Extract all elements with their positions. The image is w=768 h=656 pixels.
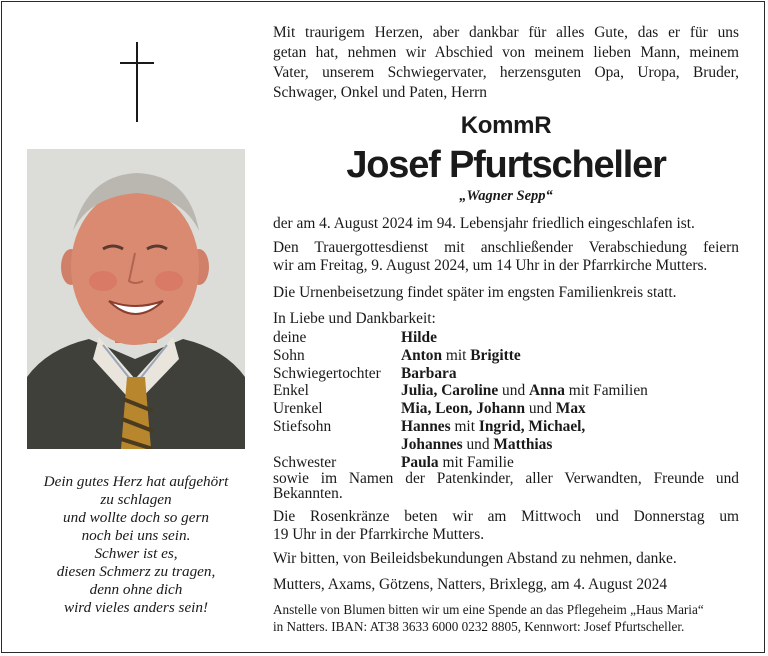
- intro-paragraph: [273, 23, 739, 103]
- family-row: [273, 400, 739, 418]
- relation-label: deine: [273, 329, 307, 346]
- poem-line: zu schlagen: [100, 491, 172, 508]
- poem-line: und wollte doch so gern: [63, 509, 209, 526]
- poem-line: wird vieles anders sein!: [63, 599, 209, 616]
- family-row: [273, 365, 739, 383]
- family-row: [273, 347, 739, 365]
- place-date: Mutters, Axams, Götzens, Natters, Brixlegg, am 4. August 2024: [273, 576, 668, 593]
- intro-line: getan hat, nehmen wir Abschied von meinem lieben Mann, meinem: [273, 44, 739, 61]
- family-row: [273, 382, 739, 400]
- family-names: Paula mit Familie: [401, 454, 514, 471]
- relation-label: Urenkel: [273, 400, 323, 417]
- intro-line: Mit traurigem Herzen, aber dankbar für alles Gute, das er für uns: [273, 24, 739, 41]
- also-on-behalf: [273, 471, 739, 501]
- poem-line: Dein gutes Herz hat aufgehört: [43, 473, 229, 490]
- urn-line: Die Urnenbeisetzung findet später im engsten Familienkreis statt.: [273, 284, 677, 301]
- donation-line: in Natters. IBAN: AT38 3633 6000 0232 8805, Kennwort: Josef Pfurtscheller.: [273, 619, 685, 634]
- also-line: Bekannten.: [273, 485, 343, 502]
- family-row: [273, 329, 739, 347]
- mourners-intro: In Liebe und Dankbarkeit:: [273, 310, 436, 327]
- cross-icon: [120, 42, 154, 124]
- relation-label: Sohn: [273, 347, 305, 364]
- funeral-line: Den Trauergottesdienst mit anschließender Verabschiedung feiern: [273, 239, 739, 256]
- family-names: Julia, Caroline und Anna mit Familien: [401, 382, 648, 399]
- funeral-info: [273, 239, 739, 275]
- also-line: sowie im Namen der Patenkinder, aller Verwandten, Freunde und: [273, 470, 739, 487]
- rosary-info: [273, 508, 739, 544]
- family-names: Hilde: [401, 329, 437, 346]
- family-names: Anton mit Brigitte: [401, 347, 521, 364]
- donation-line: Anstelle von Blumen bitten wir um eine Spende an das Pflegeheim „Haus Maria“: [273, 602, 704, 617]
- family-names: Barbara: [401, 365, 457, 382]
- relation-label: Schwiegertochter: [273, 365, 381, 382]
- death-notice: [273, 215, 739, 233]
- family-names: Johannes und Matthias: [401, 436, 553, 453]
- donation-note: [273, 601, 739, 635]
- poem-line: Schwer ist es,: [94, 545, 178, 562]
- relation-label: Enkel: [273, 382, 309, 399]
- memorial-poem: [27, 473, 245, 617]
- intro-line: Schwager, Onkel und Paten, Herrn: [273, 84, 487, 101]
- death-line: der am 4. August 2024 im 94. Lebensjahr friedlich eingeschlafen ist.: [273, 215, 695, 232]
- poem-line: noch bei uns sein.: [81, 527, 191, 544]
- relation-label: Stiefsohn: [273, 418, 332, 435]
- portrait-photo: [27, 149, 245, 449]
- funeral-line: wir am Freitag, 9. August 2024, um 14 Uhr in der Pfarrkirche Mutters.: [273, 257, 708, 274]
- honorific-title: KommR: [460, 112, 552, 139]
- family-row: [273, 436, 739, 454]
- intro-line: Vater, unserem Schwiegervater, herzensguten Opa, Uropa, Bruder,: [273, 64, 739, 81]
- nickname: „Wagner Sepp“: [459, 188, 553, 204]
- family-names: Mia, Leon, Johann und Max: [401, 400, 586, 417]
- family-names: Hannes mit Ingrid, Michael,: [401, 418, 586, 435]
- poem-line: diesen Schmerz zu tragen,: [56, 563, 216, 580]
- deceased-name: Josef Pfurtscheller: [346, 144, 666, 186]
- urn-info: [273, 284, 739, 302]
- rosary-line: 19 Uhr in der Pfarrkirche Mutters.: [273, 526, 485, 543]
- family-row: [273, 418, 739, 436]
- condolence-request: Wir bitten, von Beileidsbekundungen Abstand zu nehmen, danke.: [273, 550, 677, 567]
- rosary-line: Die Rosenkränze beten wir am Mittwoch und Donnerstag um: [273, 508, 739, 525]
- relation-label: Schwester: [273, 454, 337, 471]
- poem-line: denn ohne dich: [89, 581, 183, 598]
